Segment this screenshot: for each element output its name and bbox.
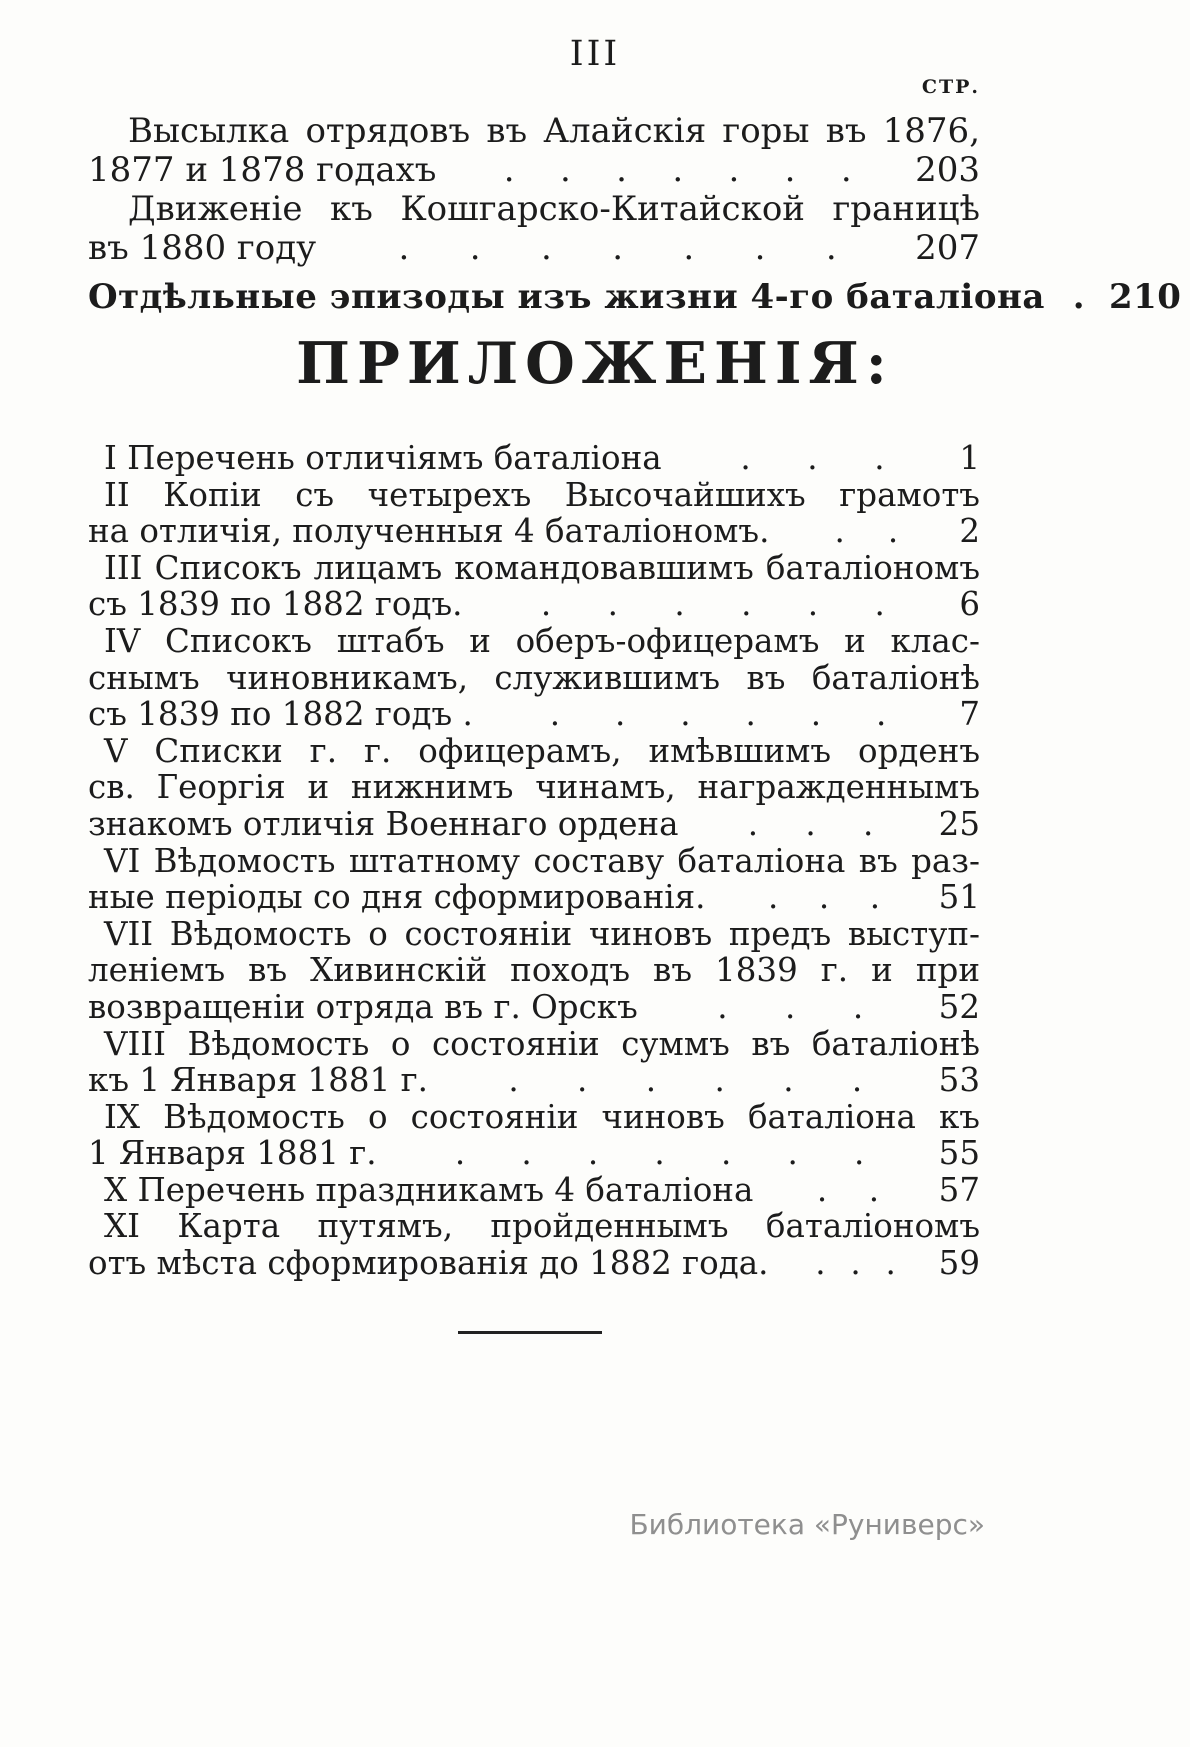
toc-line xyxy=(88,843,980,880)
toc-line xyxy=(88,586,980,623)
leader-dot: . xyxy=(577,1062,588,1099)
toc-line-text: съ 1839 по 1882 годъ . xyxy=(88,695,473,734)
leader-dot: . xyxy=(559,151,571,190)
appendix-heading: ПРИЛОЖЕНІЯ: xyxy=(296,330,894,397)
toc-line-text: ные періоды со дня сформированія. xyxy=(88,878,706,917)
leader-dot: . xyxy=(854,1135,865,1172)
leader-dot: . xyxy=(672,151,684,190)
toc-line-text: I Перечень отличіямъ баталіона xyxy=(104,439,662,477)
dot-leader xyxy=(450,1062,921,1099)
page-number: 6 xyxy=(959,585,980,624)
leader-dot: . xyxy=(818,879,830,916)
leader-dot: . xyxy=(454,1135,466,1172)
leader-dot: . xyxy=(807,440,818,477)
page-folio-number: III xyxy=(569,34,621,74)
toc-line-text: въ 1880 году xyxy=(88,228,317,268)
toc-line-text: св. Георгія и нижнимъ чинамъ, награжденнымъ xyxy=(88,768,980,807)
toc-line-text: 1 Января 1881 г. xyxy=(88,1134,377,1173)
leader-dot: . xyxy=(747,805,759,843)
leader-dot: . xyxy=(508,1062,519,1099)
dot-leader xyxy=(484,586,941,623)
toc-line xyxy=(88,879,980,916)
toc-line xyxy=(88,952,980,989)
dot-leader xyxy=(790,1245,920,1282)
leader-dot: . xyxy=(816,1171,828,1209)
page-number: 25 xyxy=(938,804,980,843)
page-number: 52 xyxy=(938,987,980,1026)
dot-leader xyxy=(1067,278,1091,317)
leader-dot: . xyxy=(785,988,796,1026)
page-number: 53 xyxy=(938,1061,980,1100)
leader-dot: . xyxy=(540,229,552,268)
toc-line xyxy=(88,769,980,806)
toc-line-text: 1877 и 1878 годахъ xyxy=(88,150,437,190)
dot-leader xyxy=(684,440,942,477)
leader-dot: . xyxy=(783,1062,794,1099)
toc-line xyxy=(88,696,980,733)
toc-line xyxy=(88,733,980,770)
page-number: 207 xyxy=(915,228,980,268)
leader-dot: . xyxy=(868,1171,880,1209)
dot-leader xyxy=(775,1172,920,1209)
leader-dot: . xyxy=(810,696,822,733)
toc-line-text: леніемъ въ Хивинскій походъ въ 1839 г. и при xyxy=(88,951,980,990)
toc-line xyxy=(88,1208,980,1245)
leader-dot: . xyxy=(874,440,885,477)
toc-line-text: VIII Вѣдомость о состояніи суммъ въ баталіонѣ xyxy=(104,1024,980,1063)
toc-line-text: VII Вѣдомость о состояніи чиновъ предъ выступ- xyxy=(104,914,980,953)
toc-line xyxy=(88,1099,980,1136)
dot-leader xyxy=(791,513,941,550)
dot-leader xyxy=(660,989,921,1026)
dot-leader xyxy=(700,806,920,843)
toc-line xyxy=(88,806,980,843)
leader-dot: . xyxy=(834,513,845,550)
leader-dot: . xyxy=(607,586,618,623)
leader-dot: . xyxy=(616,151,627,190)
toc-line-text: Отдѣльные эпизоды изъ жизни 4-го баталіона xyxy=(88,277,1045,317)
leader-dot: . xyxy=(645,1062,657,1099)
page-number: 210 xyxy=(1108,277,1182,317)
toc-line-text: IV Списокъ штабъ и оберъ-офицерамъ и клас- xyxy=(104,621,980,660)
leader-dot: . xyxy=(740,440,751,477)
toc-line-text: Движеніе къ Кошгарско-Китайской границѣ xyxy=(128,189,980,229)
leader-dot: . xyxy=(674,586,685,623)
toc-line-text: къ 1 Января 1881 г. xyxy=(88,1061,428,1100)
leader-dot: . xyxy=(787,1135,798,1172)
leader-dot: . xyxy=(876,696,887,733)
page-number: 51 xyxy=(938,878,980,917)
page-number: 1 xyxy=(959,439,980,477)
toc-line xyxy=(88,916,980,953)
leader-dot: . xyxy=(784,151,796,190)
page-number: 7 xyxy=(959,695,980,734)
page-column-header: СТР. xyxy=(921,76,980,98)
toc-line xyxy=(88,550,980,587)
leader-dot: . xyxy=(885,1245,896,1282)
leader-dot: . xyxy=(654,1135,665,1172)
leader-dot: . xyxy=(549,696,561,733)
library-watermark: Библиотека «Руниверс» xyxy=(629,1508,985,1541)
leader-dot: . xyxy=(728,151,740,190)
page-number: 59 xyxy=(938,1244,980,1283)
leader-dot: . xyxy=(815,1245,826,1282)
toc-line-text: II Копіи съ четырехъ Высочайшихъ грамотъ xyxy=(104,475,980,514)
leader-dot: . xyxy=(851,1062,863,1099)
leader-dot: . xyxy=(714,1062,725,1099)
leader-dot: . xyxy=(540,586,552,623)
leader-dot: . xyxy=(805,805,816,843)
toc-line-text: V Списки г. г. офицерамъ, имѣвшимъ орденъ xyxy=(104,731,980,770)
toc-line xyxy=(88,1062,980,1099)
leader-dot: . xyxy=(680,696,691,733)
toc-line xyxy=(88,112,980,151)
leader-dot: . xyxy=(767,879,779,916)
leader-dot: . xyxy=(863,805,874,843)
toc-line-text: Высылка отрядовъ въ Алайскія горы въ 1876, xyxy=(128,111,980,151)
dot-leader xyxy=(458,151,897,190)
toc-line xyxy=(88,440,980,477)
dot-leader xyxy=(727,879,920,916)
leader-dot: . xyxy=(1072,278,1086,317)
leader-dot: . xyxy=(720,1135,732,1172)
leader-dot: . xyxy=(852,988,864,1026)
section-end-rule xyxy=(458,1331,602,1334)
toc-line-text: съ 1839 по 1882 годъ. xyxy=(88,585,463,624)
page-number: 203 xyxy=(915,150,980,190)
leader-dot: . xyxy=(614,696,626,733)
toc-line xyxy=(88,477,980,514)
page-number: 2 xyxy=(959,512,980,551)
leader-dot: . xyxy=(398,229,410,268)
leader-dot: . xyxy=(587,1135,599,1172)
toc-line-text: снымъ чиновникамъ, служившимъ въ баталіонѣ xyxy=(88,658,980,697)
page-number: 57 xyxy=(938,1170,980,1209)
leader-dot: . xyxy=(754,229,766,268)
toc-line xyxy=(88,1172,980,1209)
toc-line xyxy=(88,229,980,268)
toc-line xyxy=(88,277,1182,317)
toc-line-text: VI Вѣдомость штатному составу баталіона въ раз- xyxy=(104,841,980,880)
leader-dot: . xyxy=(745,696,756,733)
toc-line-text: III Списокъ лицамъ командовавшимъ баталіономъ xyxy=(104,548,980,587)
dot-leader xyxy=(399,1135,921,1172)
leader-dot: . xyxy=(825,229,837,268)
toc-line xyxy=(88,660,980,697)
leader-dot: . xyxy=(683,229,695,268)
toc-line xyxy=(88,151,980,190)
toc-line-text: XI Карта путямъ, пройденнымъ баталіономъ xyxy=(104,1207,980,1246)
page-number: 55 xyxy=(938,1134,980,1173)
leader-dot: . xyxy=(503,151,515,190)
toc-line-text: возвращеніи отряда въ г. Орскъ xyxy=(88,987,638,1026)
leader-dot: . xyxy=(840,151,852,190)
leader-dot: . xyxy=(521,1135,532,1172)
toc-line-text: отъ мѣста сформированія до 1882 года. xyxy=(88,1244,769,1283)
leader-dot: . xyxy=(469,229,481,268)
toc-line xyxy=(88,1026,980,1063)
toc-line-text: знакомъ отличія Военнаго ордена xyxy=(88,804,679,843)
leader-dot: . xyxy=(741,586,752,623)
toc-line-text: X Перечень праздникамъ 4 баталіона xyxy=(104,1170,754,1209)
appendix-list xyxy=(88,440,980,1282)
toc-line xyxy=(88,190,980,229)
toc-line xyxy=(88,513,980,550)
toc-line xyxy=(88,1135,980,1172)
leader-dot: . xyxy=(612,229,624,268)
leader-dot: . xyxy=(807,586,819,623)
leader-dot: . xyxy=(717,988,728,1026)
dot-leader xyxy=(338,229,897,268)
leader-dot: . xyxy=(850,1245,861,1282)
toc-line xyxy=(88,1245,980,1282)
leader-dot: . xyxy=(887,513,899,550)
leader-dot: . xyxy=(869,879,881,916)
toc-line xyxy=(88,623,980,660)
toc-top-section xyxy=(88,111,1182,317)
toc-line xyxy=(88,989,980,1026)
toc-line-text: IX Вѣдомость о состояніи чиновъ баталіона къ xyxy=(104,1097,980,1136)
toc-line-text: на отличія, полученныя 4 баталіономъ. xyxy=(88,512,770,551)
dot-leader xyxy=(495,696,942,733)
leader-dot: . xyxy=(874,586,885,623)
